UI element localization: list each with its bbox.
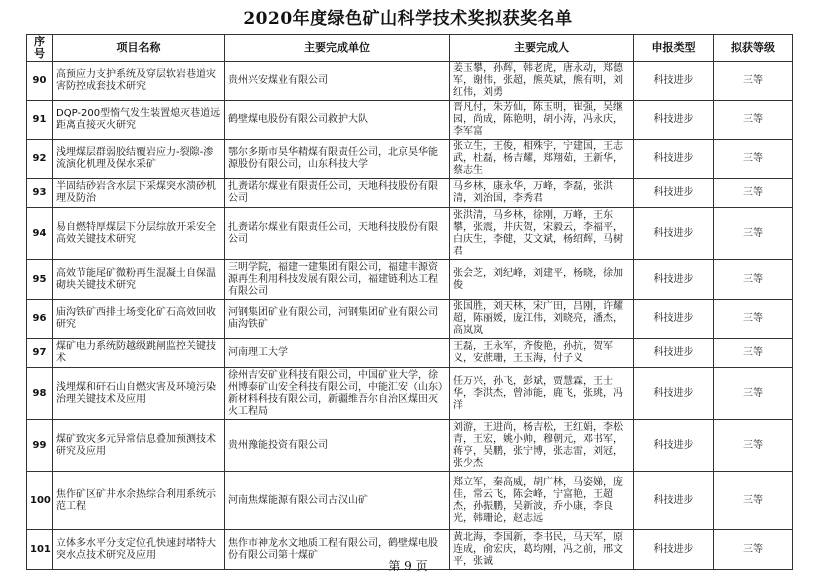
project-name: 庙沟铁矿西排土场变化矿石高效回收研究 [53, 300, 225, 339]
completion-people: 姜玉攀，孙辉，韩老虎，唐永动，郑德军，谢伟，张超，熊英斌，熊有明，刘红伟，刘勇 [450, 62, 634, 101]
header-num: 序号 [27, 35, 53, 62]
table-row [27, 140, 793, 179]
row-num: 94 [27, 208, 53, 260]
completion-people: 张会芝，刘纪峰，刘建平，杨晓，徐加俊 [450, 260, 634, 300]
table-row [27, 368, 793, 420]
row-num: 95 [27, 260, 53, 300]
page-number: 第 9 页 [388, 559, 428, 573]
row-num: 90 [27, 62, 53, 101]
completion-unit: 贵州豫能投资有限公司 [225, 420, 450, 472]
award-level: 三等 [714, 208, 793, 260]
project-name: 焦作矿区矿井水余热综合利用系统示范工程 [53, 472, 225, 530]
application-type: 科技进步 [634, 472, 714, 530]
award-level: 三等 [714, 368, 793, 420]
application-type: 科技进步 [634, 300, 714, 339]
completion-unit: 贵州兴安煤业有限公司 [225, 62, 450, 101]
table-row [27, 62, 793, 101]
table-row [27, 208, 793, 260]
award-level: 三等 [714, 472, 793, 530]
award-level: 三等 [714, 530, 793, 570]
award-level: 三等 [714, 179, 793, 208]
project-name: 浅埋煤和矸石山自燃灾害及环境污染治理关键技术及应用 [53, 368, 225, 420]
award-level: 三等 [714, 339, 793, 368]
completion-people: 张洪清，马乡林，徐刚，万峰，王东攀，张震，井庆贺，宋毅云，李福平，白庆生，李健，艾文斌，杨绍辉，马树君 [450, 208, 634, 260]
completion-people: 王磊，王永军，齐俊艳，孙抗，贺军义，安蔗珊，王玉海，付子义 [450, 339, 634, 368]
table-row [27, 420, 793, 472]
row-num: 91 [27, 101, 53, 140]
header-row [27, 35, 793, 62]
award-level: 三等 [714, 101, 793, 140]
row-num: 96 [27, 300, 53, 339]
table-row [27, 260, 793, 300]
completion-unit: 河钢集团矿业有限公司，河钢集团矿业有限公司庙沟铁矿 [225, 300, 450, 339]
row-num: 98 [27, 368, 53, 420]
application-type: 科技进步 [634, 530, 714, 570]
completion-unit: 河南焦煤能源有限公司古汉山矿 [225, 472, 450, 530]
application-type: 科技进步 [634, 368, 714, 420]
application-type: 科技进步 [634, 101, 714, 140]
table-row [27, 300, 793, 339]
project-name: 煤矿致灾多元异常信息叠加预测技术研究及应用 [53, 420, 225, 472]
completion-people: 黄北海，李国新，李书民，马天军，原连成，俞宏庆，葛均刚，冯之前，邢文平，张诚 [450, 530, 634, 570]
header-level: 拟获等级 [714, 35, 793, 62]
table-row [27, 101, 793, 140]
completion-people: 张国胜，刘天林，宋广田，吕刚，许耀超，陈丽媛，庞江伟，刘晓亮，潘杰，高岚岚 [450, 300, 634, 339]
completion-unit: 三明学院，福建一建集团有限公司，福建丰源资源再生利用科技发展有限公司，福建链利达工程有限公司 [225, 260, 450, 300]
project-name: 易自燃特厚煤层下分层综放开采安全高效关键技术研究 [53, 208, 225, 260]
project-name: 高效节能尾矿微粉再生混凝土自保温砌块关键技术研究 [53, 260, 225, 300]
completion-unit: 徐州吉安矿业科技有限公司，中国矿业大学，徐州博泰矿山安全科技有限公司，中能汇安（山东）新材料科技有限公司，新疆维吾尔自治区煤田灭火工程局 [225, 368, 450, 420]
project-name: 浅埋煤层群弱胶结覆岩应力-裂隙-渗流演化机理及保水采矿 [53, 140, 225, 179]
completion-unit: 河南理工大学 [225, 339, 450, 368]
row-num: 100 [27, 472, 53, 530]
award-level: 三等 [714, 300, 793, 339]
application-type: 科技进步 [634, 140, 714, 179]
row-num: 101 [27, 530, 53, 570]
completion-unit: 焦作市神龙水文地质工程有限公司，鹤壁煤电股份有限公司第十煤矿 [225, 530, 450, 570]
completion-people: 晋凡付，朱芳仙，陈玉明，崔强，吴继园，尚成，陈艳明，胡小涛，冯永庆，李军富 [450, 101, 634, 140]
award-level: 三等 [714, 260, 793, 300]
table-row [27, 179, 793, 208]
award-level: 三等 [714, 420, 793, 472]
award-level: 三等 [714, 62, 793, 101]
completion-people: 任万兴，孙飞，彭斌，贾慧霖，王士华，李洪杰，曾沛能，鹿飞，张珧，冯洋 [450, 368, 634, 420]
row-num: 97 [27, 339, 53, 368]
application-type: 科技进步 [634, 339, 714, 368]
award-table [26, 34, 793, 570]
application-type: 科技进步 [634, 208, 714, 260]
completion-unit: 鹤壁煤电股份有限公司救护大队 [225, 101, 450, 140]
application-type: 科技进步 [634, 420, 714, 472]
row-num: 99 [27, 420, 53, 472]
table-row [27, 472, 793, 530]
header-people: 主要完成人 [450, 35, 634, 62]
application-type: 科技进步 [634, 62, 714, 101]
row-num: 93 [27, 179, 53, 208]
project-name: 高预应力支护系统及穿层软岩巷道灾害防控成套技术研究 [53, 62, 225, 101]
completion-people: 马乡林，康永华，万峰，李磊，张洪清，刘治国，李秀君 [450, 179, 634, 208]
project-name: 煤矿电力系统防越级跳闸监控关键技术 [53, 339, 225, 368]
award-level: 三等 [714, 140, 793, 179]
row-num: 92 [27, 140, 53, 179]
completion-unit: 扎赉诺尔煤业有限责任公司，天地科技股份有限公司 [225, 208, 450, 260]
header-name: 项目名称 [53, 35, 225, 62]
completion-people: 郑立军，秦高威，胡广林，马姿娣，庞佳，常云飞，陈会峰，宁富艳，王超杰，孙振鹏，吴新波，乔小康，李良光，韩珊论，赵志远 [450, 472, 634, 530]
completion-unit: 鄂尔多斯市昊华精煤有限责任公司，北京昊华能源股份有限公司，山东科技大学 [225, 140, 450, 179]
completion-people: 刘游，王进尚，杨吉松，王红娟，李松青，王宏，姚小帅，穆朝元，邓书军，蒋亨，吴鹏，张宁博，张志雷，刘冠，张少杰 [450, 420, 634, 472]
completion-people: 张立生，王俊，相殊宇，宁建国，王志武，杜磊，杨吉耀，郑翔茹，王新华，蔡志生 [450, 140, 634, 179]
completion-unit: 扎赉诺尔煤业有限责任公司，天地科技股份有限公司 [225, 179, 450, 208]
header-unit: 主要完成单位 [225, 35, 450, 62]
application-type: 科技进步 [634, 179, 714, 208]
project-name: DQP-200型惰气发生装置熄灭巷道远距离直接灭火研究 [53, 101, 225, 140]
project-name: 半固结砂岩含水层下采煤突水溃砂机理及防治 [53, 179, 225, 208]
application-type: 科技进步 [634, 260, 714, 300]
header-type: 申报类型 [634, 35, 714, 62]
page-title: 2020年度绿色矿山科学技术奖拟获奖名单 [243, 9, 573, 29]
project-name: 立体多水平分支定位孔快速封堵特大突水点技术研究及应用 [53, 530, 225, 570]
table-row [27, 339, 793, 368]
